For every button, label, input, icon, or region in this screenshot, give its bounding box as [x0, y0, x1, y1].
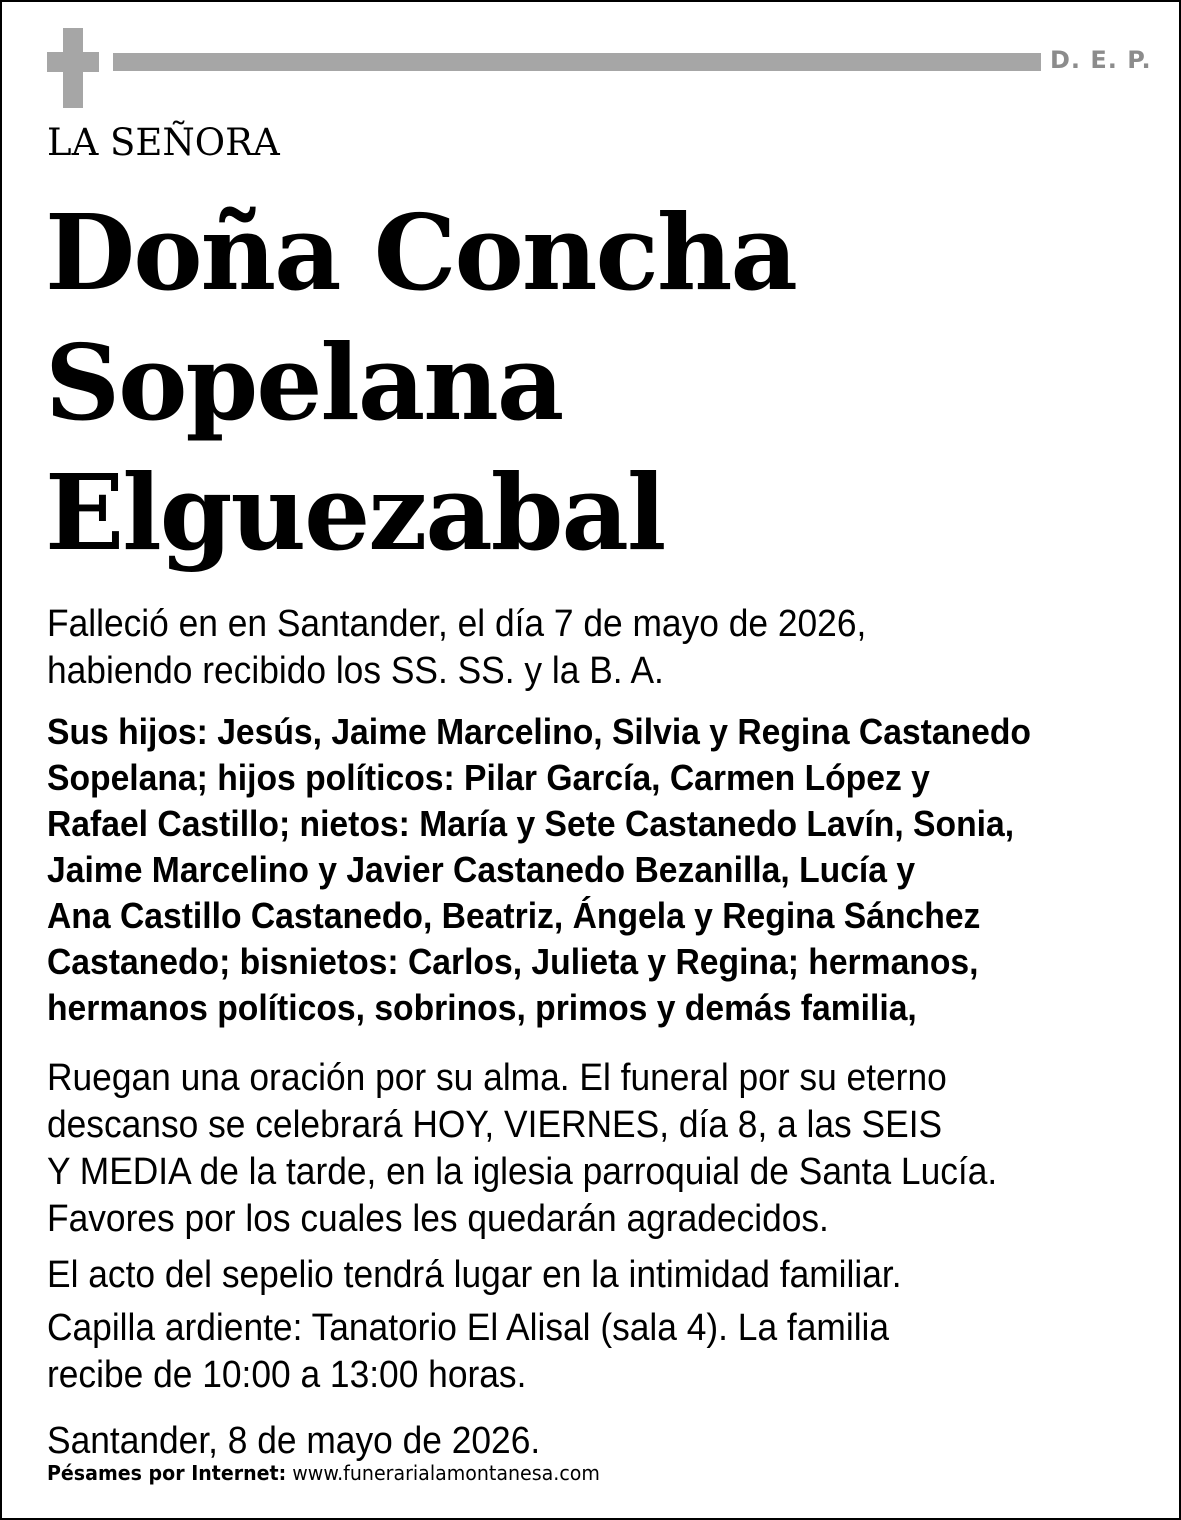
name-line: Doña Concha — [45, 191, 796, 314]
header-rule — [113, 53, 1041, 71]
text-line: descanso se celebrará HOY, VIERNES, día 8, a las SEIS — [47, 1104, 943, 1146]
condolences-label: Pésames por Internet: — [47, 1461, 287, 1485]
place-date — [47, 1418, 540, 1465]
funeral-details — [47, 1055, 997, 1243]
text-line: Ana Castillo Castanedo, Beatriz, Ángela y Regina Sánchez — [47, 895, 981, 936]
deceased-name — [45, 188, 796, 578]
honorific: LA SEÑORA — [47, 121, 280, 164]
text-line: Favores por los cuales les quedarán agradecidos. — [47, 1198, 829, 1240]
text-line: Capilla ardiente: Tanatorio El Alisal (sala 4). La familia — [47, 1307, 890, 1349]
text-line: Sus hijos: Jesús, Jaime Marcelino, Silvia y Regina Castanedo — [47, 711, 1031, 752]
condolences-url[interactable]: www.funerarialamontanesa.com — [292, 1461, 600, 1485]
burial-note — [47, 1252, 902, 1299]
text-line: Y MEDIA de la tarde, en la iglesia parroquial de Santa Lucía. — [47, 1151, 998, 1193]
name-line: Sopelana — [45, 321, 563, 444]
cross-icon — [47, 28, 99, 108]
text-line: Rafael Castillo; nietos: María y Sete Castanedo Lavín, Sonia, — [47, 803, 1015, 844]
text-line: Castanedo; bisnietos: Carlos, Julieta y Regina; hermanos, — [47, 941, 979, 982]
text-line: hermanos políticos, sobrinos, primos y demás familia, — [47, 987, 917, 1028]
dep-label: D. E. P. — [1050, 46, 1152, 74]
death-notice — [47, 601, 866, 695]
family-list — [47, 709, 1031, 1031]
text-line: Sopelana; hijos políticos: Pilar García, Carmen López y — [47, 757, 930, 798]
text-line: habiendo recibido los SS. SS. y la B. A. — [47, 650, 664, 692]
text-line: El acto del sepelio tendrá lugar en la intimidad familiar. — [47, 1254, 902, 1296]
name-line: Elguezabal — [45, 451, 665, 574]
chapel-details — [47, 1305, 889, 1399]
text-line: Ruegan una oración por su alma. El funeral por su eterno — [47, 1057, 947, 1099]
text-line: recibe de 10:00 a 13:00 horas. — [47, 1354, 527, 1396]
text-line: Santander, 8 de mayo de 2026. — [47, 1420, 541, 1462]
text-line: Jaime Marcelino y Javier Castanedo Bezanilla, Lucía y — [47, 849, 916, 890]
condolences-line — [47, 1461, 600, 1485]
text-line: Falleció en en Santander, el día 7 de mayo de 2026, — [47, 603, 867, 645]
